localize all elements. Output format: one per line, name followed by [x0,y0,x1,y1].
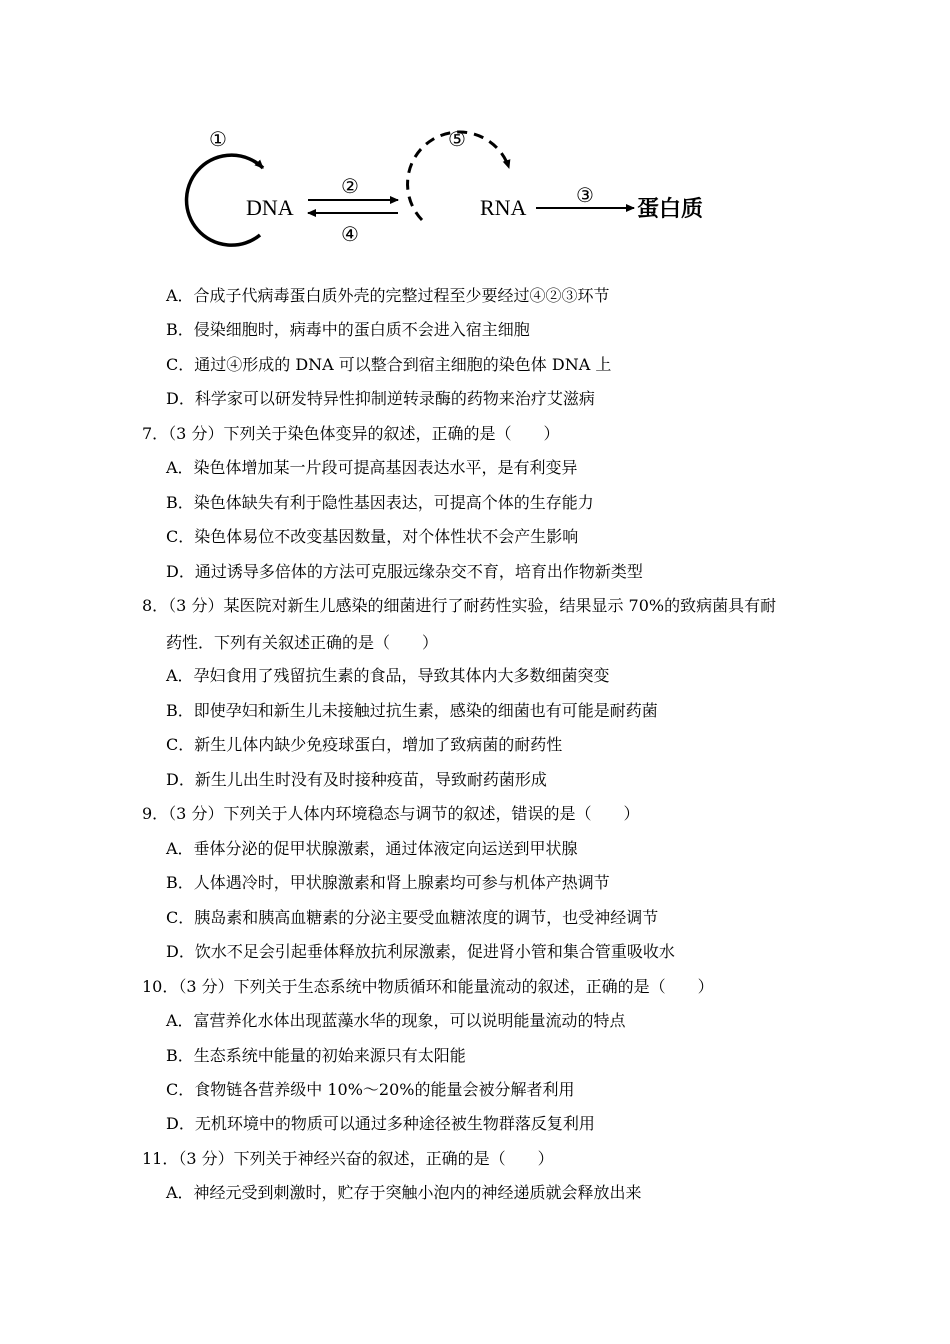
q10-option-d: D．无机环境中的物质可以通过多种途径被生物群落反复利用 [166,1114,595,1133]
q9-option-a: A．垂体分泌的促甲状腺激素，通过体液定向运送到甲状腺 [166,839,578,858]
q10-option-b: B．生态系统中能量的初始来源只有太阳能 [166,1046,466,1065]
q8-stem-line2: 药性．下列有关叙述正确的是（ ） [166,633,439,652]
q7-option-a: A．染色体增加某一片段可提高基因表达水平，是有利变异 [166,458,578,477]
central-dogma-diagram [160,120,720,260]
q9-stem: 9．（3 分）下列关于人体内环境稳态与调节的叙述，错误的是（ ） [142,804,640,823]
q10-stem: 10．（3 分）下列关于生态系统中物质循环和能量流动的叙述，正确的是（ ） [142,977,714,996]
step4-label: ④ [341,222,359,246]
q7-option-c: C．染色体易位不改变基因数量，对个体性状不会产生影响 [166,527,579,546]
q11-option-a: A．神经元受到刺激时，贮存于突触小泡内的神经递质就会释放出来 [166,1183,642,1202]
step1-label: ① [209,127,227,151]
q11-stem: 11．（3 分）下列关于神经兴奋的叙述，正确的是（ ） [142,1149,554,1168]
q6-option-b: B．侵染细胞时，病毒中的蛋白质不会进入宿主细胞 [166,320,530,339]
q6-option-c: C．通过④形成的 DNA 可以整合到宿主细胞的染色体 DNA 上 [166,355,612,374]
q8-option-d: D．新生儿出生时没有及时接种疫苗，导致耐药菌形成 [166,770,547,789]
step2-label: ② [341,174,359,198]
q8-option-c: C．新生儿体内缺少免疫球蛋白，增加了致病菌的耐药性 [166,735,563,754]
q7-stem: 7．（3 分）下列关于染色体变异的叙述，正确的是（ ） [142,424,560,443]
step5-label: ⑤ [448,127,466,151]
dna-label: DNA [246,195,294,220]
q8-stem-line1: 8．（3 分）某医院对新生儿感染的细菌进行了耐药性实验，结果显示 70%的致病菌具有耐 [142,596,777,615]
q7-option-b: B．染色体缺失有利于隐性基因表达，可提高个体的生存能力 [166,493,594,512]
q6-option-d: D．科学家可以研发特异性抑制逆转录酶的药物来治疗艾滋病 [166,389,595,408]
q9-option-d: D．饮水不足会引起垂体释放抗利尿激素，促进肾小管和集合管重吸收水 [166,942,675,961]
q8-option-a: A．孕妇食用了残留抗生素的食品，导致其体内大多数细菌突变 [166,666,610,685]
q10-option-c: C．食物链各营养级中 10%～20%的能量会被分解者利用 [166,1080,575,1099]
q7-option-d: D．通过诱导多倍体的方法可克服远缘杂交不育，培育出作物新类型 [166,562,643,581]
step3-label: ③ [576,183,594,207]
q6-option-a: A．合成子代病毒蛋白质外壳的完整过程至少要经过④②③环节 [166,286,610,305]
q10-option-a: A．富营养化水体出现蓝藻水华的现象，可以说明能量流动的特点 [166,1011,626,1030]
q9-option-b: B．人体遇冷时，甲状腺激素和肾上腺素均可参与机体产热调节 [166,873,610,892]
q8-option-b: B．即使孕妇和新生儿未接触过抗生素，感染的细菌也有可能是耐药菌 [166,701,658,720]
q9-option-c: C．胰岛素和胰高血糖素的分泌主要受血糖浓度的调节，也受神经调节 [166,908,659,927]
rna-label: RNA [480,195,527,220]
protein-label: 蛋白质 [637,197,704,222]
